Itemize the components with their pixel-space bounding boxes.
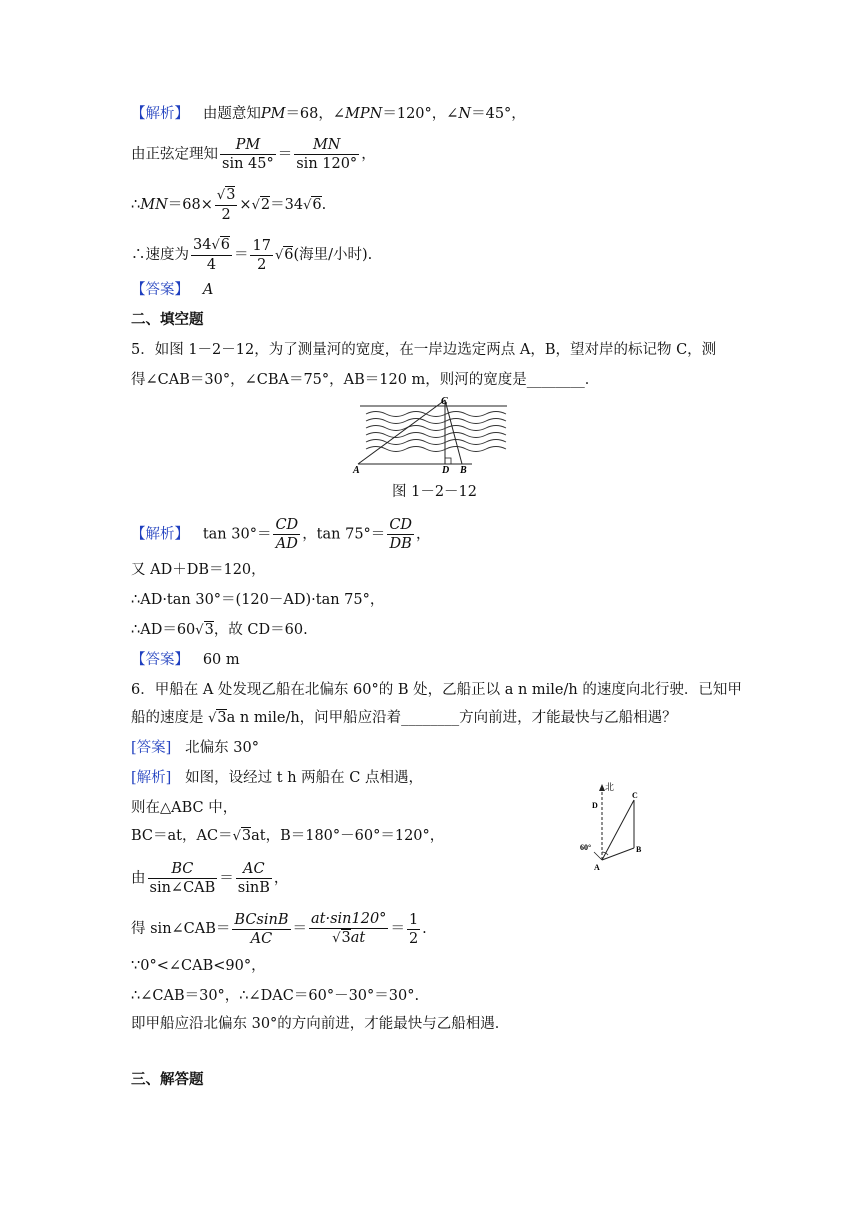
- fig-label-c: C: [441, 396, 448, 407]
- fraction: $\frac{AC}{\sin B}$: [237, 861, 270, 896]
- section-heading-fill-blank: 二、填空题: [131, 311, 204, 328]
- q6-solution-line6: ∵0°<∠CAB<90°，: [131, 958, 266, 974]
- q5-stem-line1: 5．如图 1－2－12，为了测量河的宽度，在一岸边选定两点 A，B，望对岸的标记物 C，测: [131, 342, 717, 358]
- q6-answer-line: [答案] 北偏东 30°: [131, 740, 259, 756]
- fraction: $\frac{BCsinB}{AC}$: [234, 911, 289, 947]
- q6-solution-line1: [解析] 如图，设经过 t h 两船在 C 点相遇，: [131, 770, 423, 786]
- q4-analysis-line4: ∴速度为 $\frac{34√6}{4}$ ＝ $\frac{17}{2}$ √6(海里/小时).: [131, 237, 373, 273]
- fig-label-a: A: [594, 863, 600, 872]
- q5-stem-line2: 得∠CAB＝30°，∠CBA＝75°，AB＝120 m，则河的宽度是________．: [131, 372, 600, 388]
- q6-solution-line2: 则在△ABC 中，: [131, 800, 238, 816]
- fraction: $\frac{CD}{AD}$: [275, 517, 299, 552]
- ship-bearing-figure: [578, 778, 658, 876]
- figure-caption: 图 1－2－12: [392, 484, 478, 500]
- fig-label-d: D: [592, 801, 598, 810]
- section-heading-solve: 三、解答题: [131, 1071, 204, 1088]
- analysis-label: [解析]: [131, 770, 172, 786]
- fraction: $\frac{1}{2}$: [408, 911, 419, 947]
- fraction: $\frac{√3}{2}$: [216, 187, 236, 223]
- q6-stem-line1: 6．甲船在 A 处发现乙船在北偏东 60°的 B 处，乙船正以 a n mile/h 的速度向北行驶．已知甲: [131, 682, 742, 698]
- q6-solution-line5: 得 sin∠CAB＝ $\frac{BCsinB}{AC}$ ＝ $\frac{at\cdot\sin 120^\circ}{√3at}$ ＝ $\frac{1}{2}$ .: [131, 911, 427, 947]
- fraction: $\frac{34√6}{4}$: [193, 237, 230, 273]
- q6-solution-line4: 由 $\frac{BC}{\text{sin∠CAB}}$ ＝ $\frac{AC}{\sin B}$ ，: [131, 861, 289, 896]
- q5-analysis-line2: 又 AD＋DB＝120，: [131, 562, 266, 578]
- analysis-label: 【解析】: [131, 106, 189, 122]
- fig-label-angle: 60°: [580, 843, 592, 852]
- river-width-figure: [352, 394, 512, 476]
- fraction: $\frac{CD}{DB}$: [389, 517, 413, 552]
- q6-solution-line8: 即甲船应沿北偏东 30°的方向前进，才能最快与乙船相遇．: [131, 1016, 510, 1032]
- fraction: $\frac{17}{2}$: [252, 237, 271, 273]
- fraction: $\frac{MN}{\sin 120^\circ}$: [296, 137, 358, 172]
- q6-stem-line2: 船的速度是 √3a n mile/h，问甲船应沿着________方向前进，才能最快与乙船相遇？: [131, 710, 677, 726]
- fig-label-north: 北: [605, 782, 615, 792]
- q4-answer-line: 【答案】 A: [131, 282, 214, 298]
- answer-label: [答案]: [131, 740, 172, 756]
- fig-label-c: C: [632, 791, 638, 800]
- q4-analysis-line2: 由正弦定理知 $\frac{PM}{\sin 45^\circ}$ ＝ $\frac{MN}{\sin 120^\circ}$ ，: [131, 137, 376, 172]
- answer-label: 【答案】: [131, 652, 189, 668]
- fraction: $\frac{at\cdot\sin 120^\circ}{√3at}$: [311, 911, 387, 946]
- q5-analysis-line1: 【解析】 tan 30°＝ $\frac{CD}{AD}$ ，tan 75°＝ $\frac{CD}{DB}$ ，: [131, 517, 431, 552]
- fig-label-b: B: [636, 845, 642, 854]
- q5-analysis-line3: ∴AD·tan 30°＝(120－AD)·tan 75°，: [131, 592, 385, 608]
- fraction: $\frac{BC}{\text{sin∠CAB}}$: [149, 861, 216, 896]
- fig-label-a: A: [353, 465, 360, 476]
- analysis-label: 【解析】: [131, 526, 189, 543]
- fraction: $\frac{PM}{\sin 45^\circ}$: [222, 137, 274, 172]
- q6-solution-line7: ∴∠CAB＝30°，∴∠DAC＝60°－30°＝30°.: [131, 988, 420, 1004]
- q5-analysis-line4: ∴AD＝60√3，故 CD＝60.: [131, 622, 308, 638]
- fig-label-b: B: [460, 465, 467, 476]
- answer-label: 【答案】: [131, 282, 189, 298]
- fig-label-d: D: [442, 465, 450, 476]
- q4-analysis-line3: ∴MN＝68× $\frac{√3}{2}$ ×√2＝34√6.: [131, 187, 327, 223]
- q5-answer-line: 【答案】 60 m: [131, 652, 240, 668]
- q6-solution-line3: BC＝at，AC＝√3at，B＝180°－60°＝120°，: [131, 828, 445, 844]
- q4-analysis-line1: 【解析】 由题意知PM＝68，∠MPN＝120°，∠N＝45°，: [131, 106, 526, 122]
